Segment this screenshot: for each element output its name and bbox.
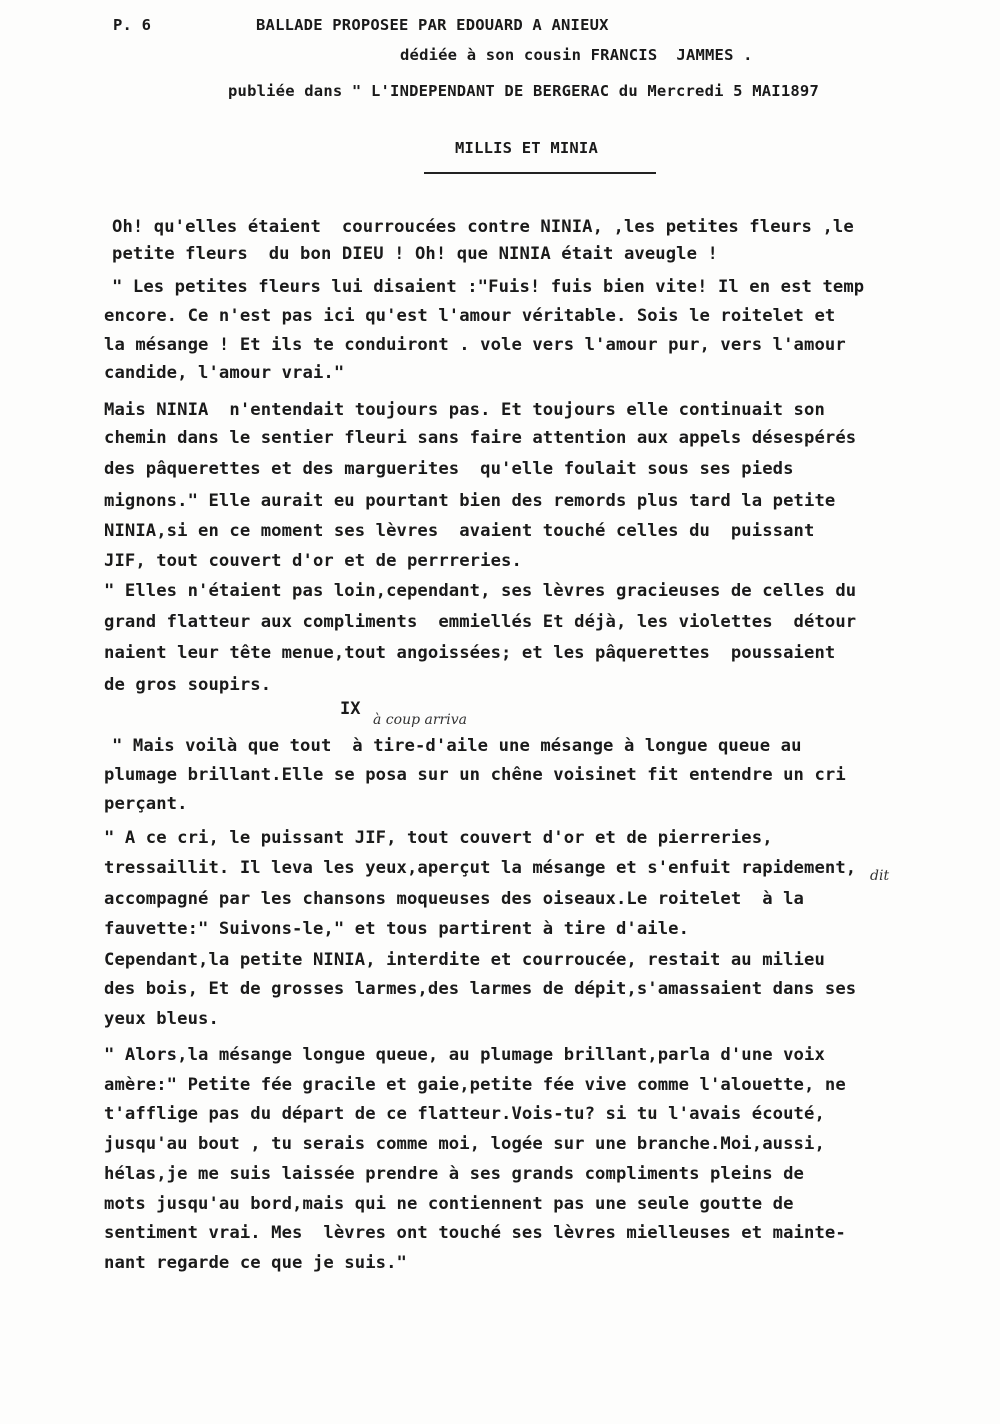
section-line-17: sentiment vrai. Mes lèvres ont touché ses lèvres mielleuses et mainte- <box>104 1223 846 1243</box>
body-line-9: des pâquerettes et des marguerites qu'elle foulait sous ses pieds <box>104 459 794 479</box>
section-line-15: hélas,je me suis laissée prendre à ses grands compliments pleins de <box>104 1164 804 1184</box>
body-line-16: de gros soupirs. <box>104 675 272 695</box>
story-title-underline <box>424 172 656 174</box>
body-line-3: " Les petites fleurs lui disaient :"Fuis! fuis bien vite! Il en est temp <box>112 277 865 297</box>
page-number: P. 6 <box>113 16 152 34</box>
section-line-9: des bois, Et de grosses larmes,des larmes de dépit,s'amassaient dans ses <box>104 979 857 999</box>
body-line-14: grand flatteur aux compliments emmiellés Et déjà, les violettes détour <box>104 612 857 632</box>
body-line-10: mignons." Elle aurait eu pourtant bien des remords plus tard la petite <box>104 491 836 511</box>
body-line-1: Oh! qu'elles étaient courroucées contre NINIA, ,les petites fleurs ,le <box>112 217 854 237</box>
body-line-13: " Elles n'étaient pas loin,cependant, ses lèvres gracieuses de celles du <box>104 581 857 601</box>
handwritten-annotation-dit: dit <box>870 868 890 884</box>
section-line-7: fauvette:" Suivons-le," et tous partirent à tire d'aile. <box>104 919 690 939</box>
section-line-13: t'afflige pas du départ de ce flatteur.Vois-tu? si tu l'avais écouté, <box>104 1104 825 1124</box>
section-line-3: perçant. <box>104 794 188 814</box>
section-line-16: mots jusqu'au bord,mais qui ne contiennent pas une seule goutte de <box>104 1194 794 1214</box>
section-line-14: jusqu'au bout , tu serais comme moi, logée sur une branche.Moi,aussi, <box>104 1134 825 1154</box>
ballade-title-line: BALLADE PROPOSEE PAR EDOUARD A ANIEUX <box>256 16 609 34</box>
body-line-11: NINIA,si en ce moment ses lèvres avaient touché celles du puissant <box>104 521 815 541</box>
section-line-12: amère:" Petite fée gracile et gaie,petite fée vive comme l'alouette, ne <box>104 1075 846 1095</box>
section-line-1: " Mais voilà que tout à tire-d'aile une mésange à longue queue au <box>112 736 802 756</box>
body-line-12: JIF, tout couvert d'or et de perrreries. <box>104 551 522 571</box>
dedication-line: dédiée à son cousin FRANCIS JAMMES . <box>400 46 753 64</box>
section-line-8: Cependant,la petite NINIA, interdite et courroucée, restait au milieu <box>104 950 825 970</box>
section-line-2: plumage brillant.Elle se posa sur un chêne voisinet fit entendre un cri <box>104 765 846 785</box>
handwritten-annotation-coup-arriva: à coup arriva <box>373 712 467 728</box>
section-line-11: " Alors,la mésange longue queue, au plumage brillant,parla d'une voix <box>104 1045 825 1065</box>
section-line-4: " A ce cri, le puissant JIF, tout couvert d'or et de pierreries, <box>104 828 773 848</box>
body-line-4: encore. Ce n'est pas ici qu'est l'amour véritable. Sois le roitelet et <box>104 306 836 326</box>
body-line-15: naient leur tête menue,tout angoissées; et les pâquerettes poussaient <box>104 643 836 663</box>
body-line-5: la mésange ! Et ils te conduiront . vole vers l'amour pur, vers l'amour <box>104 335 846 355</box>
story-title: MILLIS ET MINIA <box>455 139 598 157</box>
section-line-6: accompagné par les chansons moqueuses des oiseaux.Le roitelet à la <box>104 889 804 909</box>
body-line-2: petite fleurs du bon DIEU ! Oh! que NINIA était aveugle ! <box>112 244 718 264</box>
body-line-7: Mais NINIA n'entendait toujours pas. Et toujours elle continuait son <box>104 400 825 420</box>
section-line-5: tressaillit. Il leva les yeux,aperçut la mésange et s'enfuit rapidement, <box>104 858 857 878</box>
body-line-6: candide, l'amour vrai." <box>104 363 345 383</box>
body-line-8: chemin dans le sentier fleuri sans faire attention aux appels désespérés <box>104 428 857 448</box>
section-line-18: nant regarde ce que je suis." <box>104 1253 407 1273</box>
section-numeral: IX <box>340 699 361 719</box>
section-line-10: yeux bleus. <box>104 1009 219 1029</box>
publication-line: publiée dans " L'INDEPENDANT DE BERGERAC du Mercredi 5 MAI1897 <box>228 82 819 100</box>
